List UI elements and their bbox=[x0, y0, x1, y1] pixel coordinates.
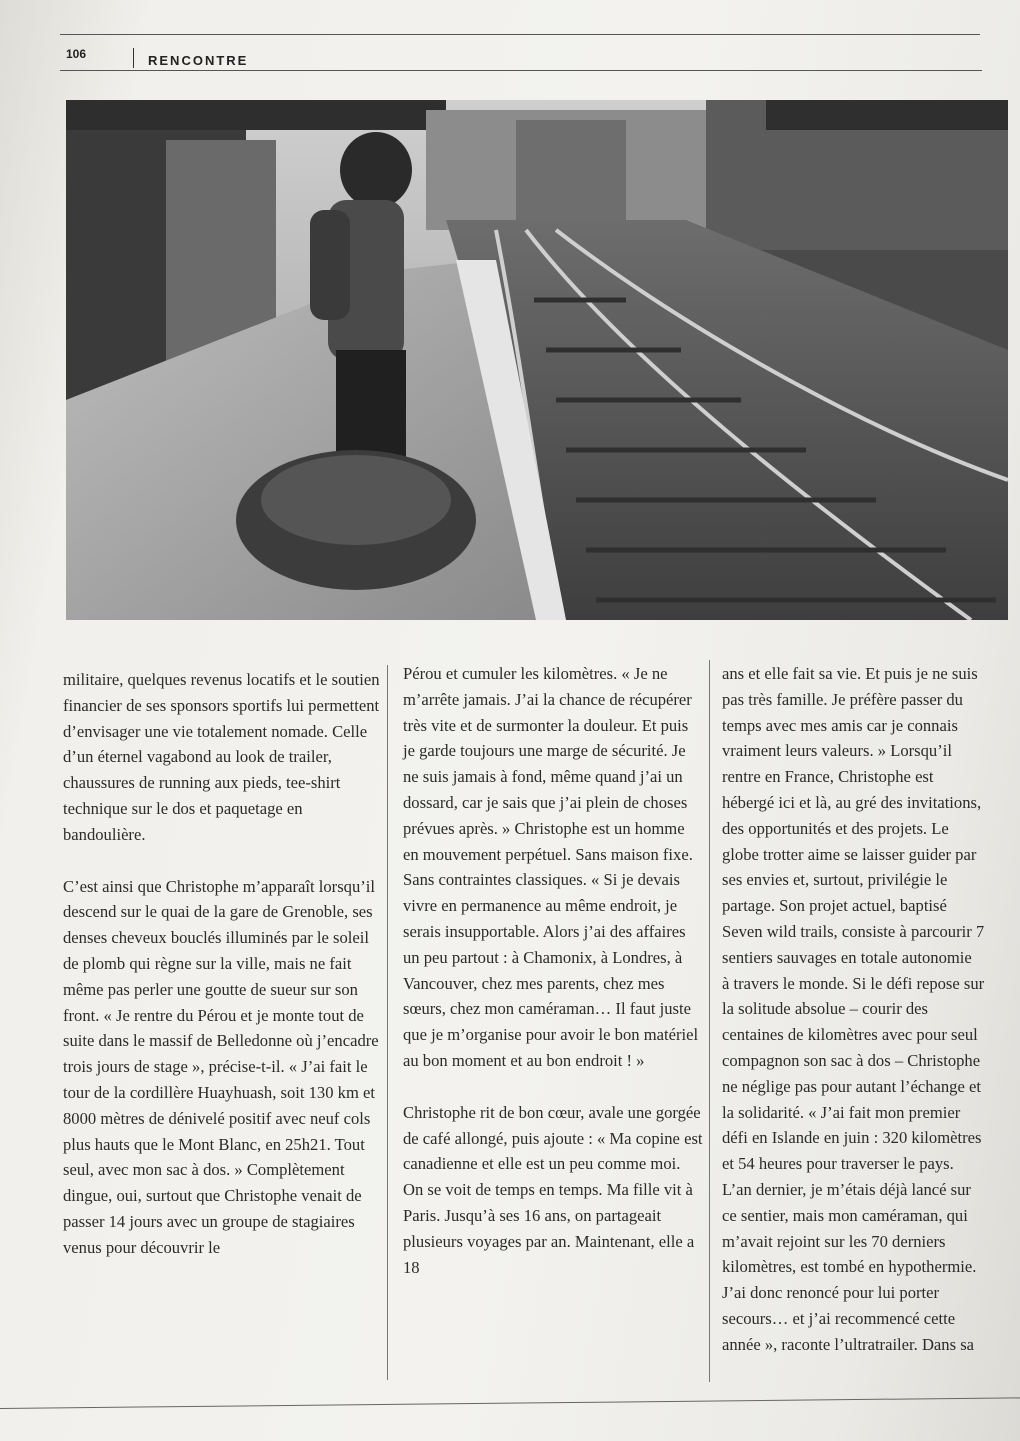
text-line: des opportunités et des projets. Le bbox=[722, 818, 949, 838]
text-line: hébergé ici et là, au gré des invitations, bbox=[722, 792, 982, 812]
page-number: 106 bbox=[66, 47, 87, 61]
article-column-2 bbox=[403, 661, 703, 1280]
text-line: kilomètres, est tombé en hypothermie. bbox=[722, 1257, 977, 1277]
column-divider bbox=[709, 660, 710, 1382]
text-line: Seven wild trails, consiste à parcourir 7 bbox=[722, 921, 985, 941]
text-line: vraiment leurs valeurs. » Lorsqu’il bbox=[722, 741, 952, 761]
text-line: ne néglige pas pour autant l’échange et bbox=[722, 1076, 981, 1096]
text-line: ses envies et, surtout, privilégie le bbox=[722, 870, 948, 890]
text-line: globe trotter aime se laisser guider par bbox=[722, 844, 977, 864]
section-title: RENCONTRE bbox=[148, 53, 249, 68]
text-line: sentiers sauvages en totale autonomie bbox=[722, 947, 972, 967]
text-line: et 54 heures pour traverser le pays. bbox=[722, 1154, 954, 1174]
header-separator bbox=[133, 48, 134, 68]
text-line: rentre en France, Christophe est bbox=[722, 767, 934, 787]
text-line: pas très famille. Je préfère passer du bbox=[722, 689, 963, 709]
text-line: année », raconte l’ultratrailer. Dans sa bbox=[722, 1334, 975, 1354]
header-top-rule bbox=[60, 34, 980, 35]
text-line: la solidarité. « J’ai fait mon premier bbox=[722, 1102, 961, 1122]
text-line: J’ai donc renoncé pour lui porter bbox=[722, 1283, 940, 1303]
text-line: partage. Son projet actuel, baptisé bbox=[722, 896, 947, 916]
article-column-1 bbox=[63, 667, 381, 1261]
article-column-3 bbox=[722, 661, 1020, 1358]
text-line: la solitude absolue – courir des bbox=[722, 999, 928, 1019]
text-line: à travers le monde. Si le défi repose sur bbox=[722, 973, 985, 993]
header-bottom-rule bbox=[60, 70, 982, 71]
paragraph: militaire, quelques revenus locatifs et le soutien financier de ses sponsors sportifs lui permettent d’envisager une vie totalement nomade. Celle d’un éternel vagabond au look de trailer, chaussures de running aux pieds, tee-shirt technique sur le dos et paquetage en bandoulière. bbox=[63, 670, 380, 844]
text-line: m’avait rejoint sur les 70 derniers bbox=[722, 1231, 946, 1251]
text-line: temps avec mes amis car je connais bbox=[722, 715, 958, 735]
text-line: centaines de kilomètres avec pour seul bbox=[722, 1025, 978, 1045]
paragraph: Christophe rit de bon cœur, avale une gorgée de café allongé, puis ajoute : « Ma copine est canadienne et elle est un peu comme moi. On se voit de temps en temps. Ma fille vit à Paris. Jusqu’à ses 16 ans, on partageait plusieurs voyages par an. Maintenant, elle a 18 bbox=[403, 1102, 703, 1277]
paragraph: Pérou et cumuler les kilomètres. « Je ne m’arrête jamais. J’ai la chance de récupérer très vite et de surmonter la douleur. Et puis je garde toujours une marge de sécurité. Je ne suis jamais à fond, même quand j’ai un dossard, car je sais que j’ai plein de choses prévues après. » Christophe est un homme en mouvement perpétuel. Sans maison fixe. Sans contraintes classiques. « Si je devais vivre en permanence au même endroit, je serais insupportable. Alors j’ai des affaires un peu partout : à Chamonix, à Londres, à Vancouver, chez mes parents, chez mes sœurs, chez mon caméraman… Il faut juste que je m’organise pour avoir le bon matériel au bon moment et au bon endroit ! » bbox=[403, 664, 699, 1070]
footer-rule bbox=[0, 1397, 1020, 1409]
text-line: secours… et j’ai recommencé cette bbox=[722, 1308, 956, 1328]
text-line: compagnon son sac à dos – Christophe bbox=[722, 1050, 981, 1070]
text-line: L’an dernier, je m’étais déjà lancé sur bbox=[722, 1179, 971, 1199]
text-line: ans et elle fait sa vie. Et puis je ne suis bbox=[722, 664, 978, 683]
text-line: ce sentier, mais mon caméraman, qui bbox=[722, 1205, 968, 1225]
column-divider bbox=[387, 665, 388, 1380]
paragraph: C’est ainsi que Christophe m’apparaît lorsqu’il descend sur le quai de la gare de Grenoble, ses denses cheveux bouclés illuminés par le soleil de plomb qui règne sur la ville, mais ne fait même pas perler une goutte de sueur sur son front. « Je rentre du Pérou et je monte tout de suite dans le massif de Belledonne où j’encadre trois jours de stage », précise-t-il. « J’ai fait le tour de la cordillère Huayhuash, soit 130 km et 8000 mètres de dénivelé positif avec neuf cols plus hauts que le Mont Blanc, en 25h21. Tout seul, avec mon sac à dos. » Complètement dingue, oui, surtout que Christophe venait de passer 14 jours avec un groupe de stagiaires venus pour découvrir le bbox=[63, 876, 379, 1257]
text-line: défi en Islande en juin : 320 kilomètres bbox=[722, 1128, 982, 1148]
article-photo bbox=[66, 100, 1008, 620]
